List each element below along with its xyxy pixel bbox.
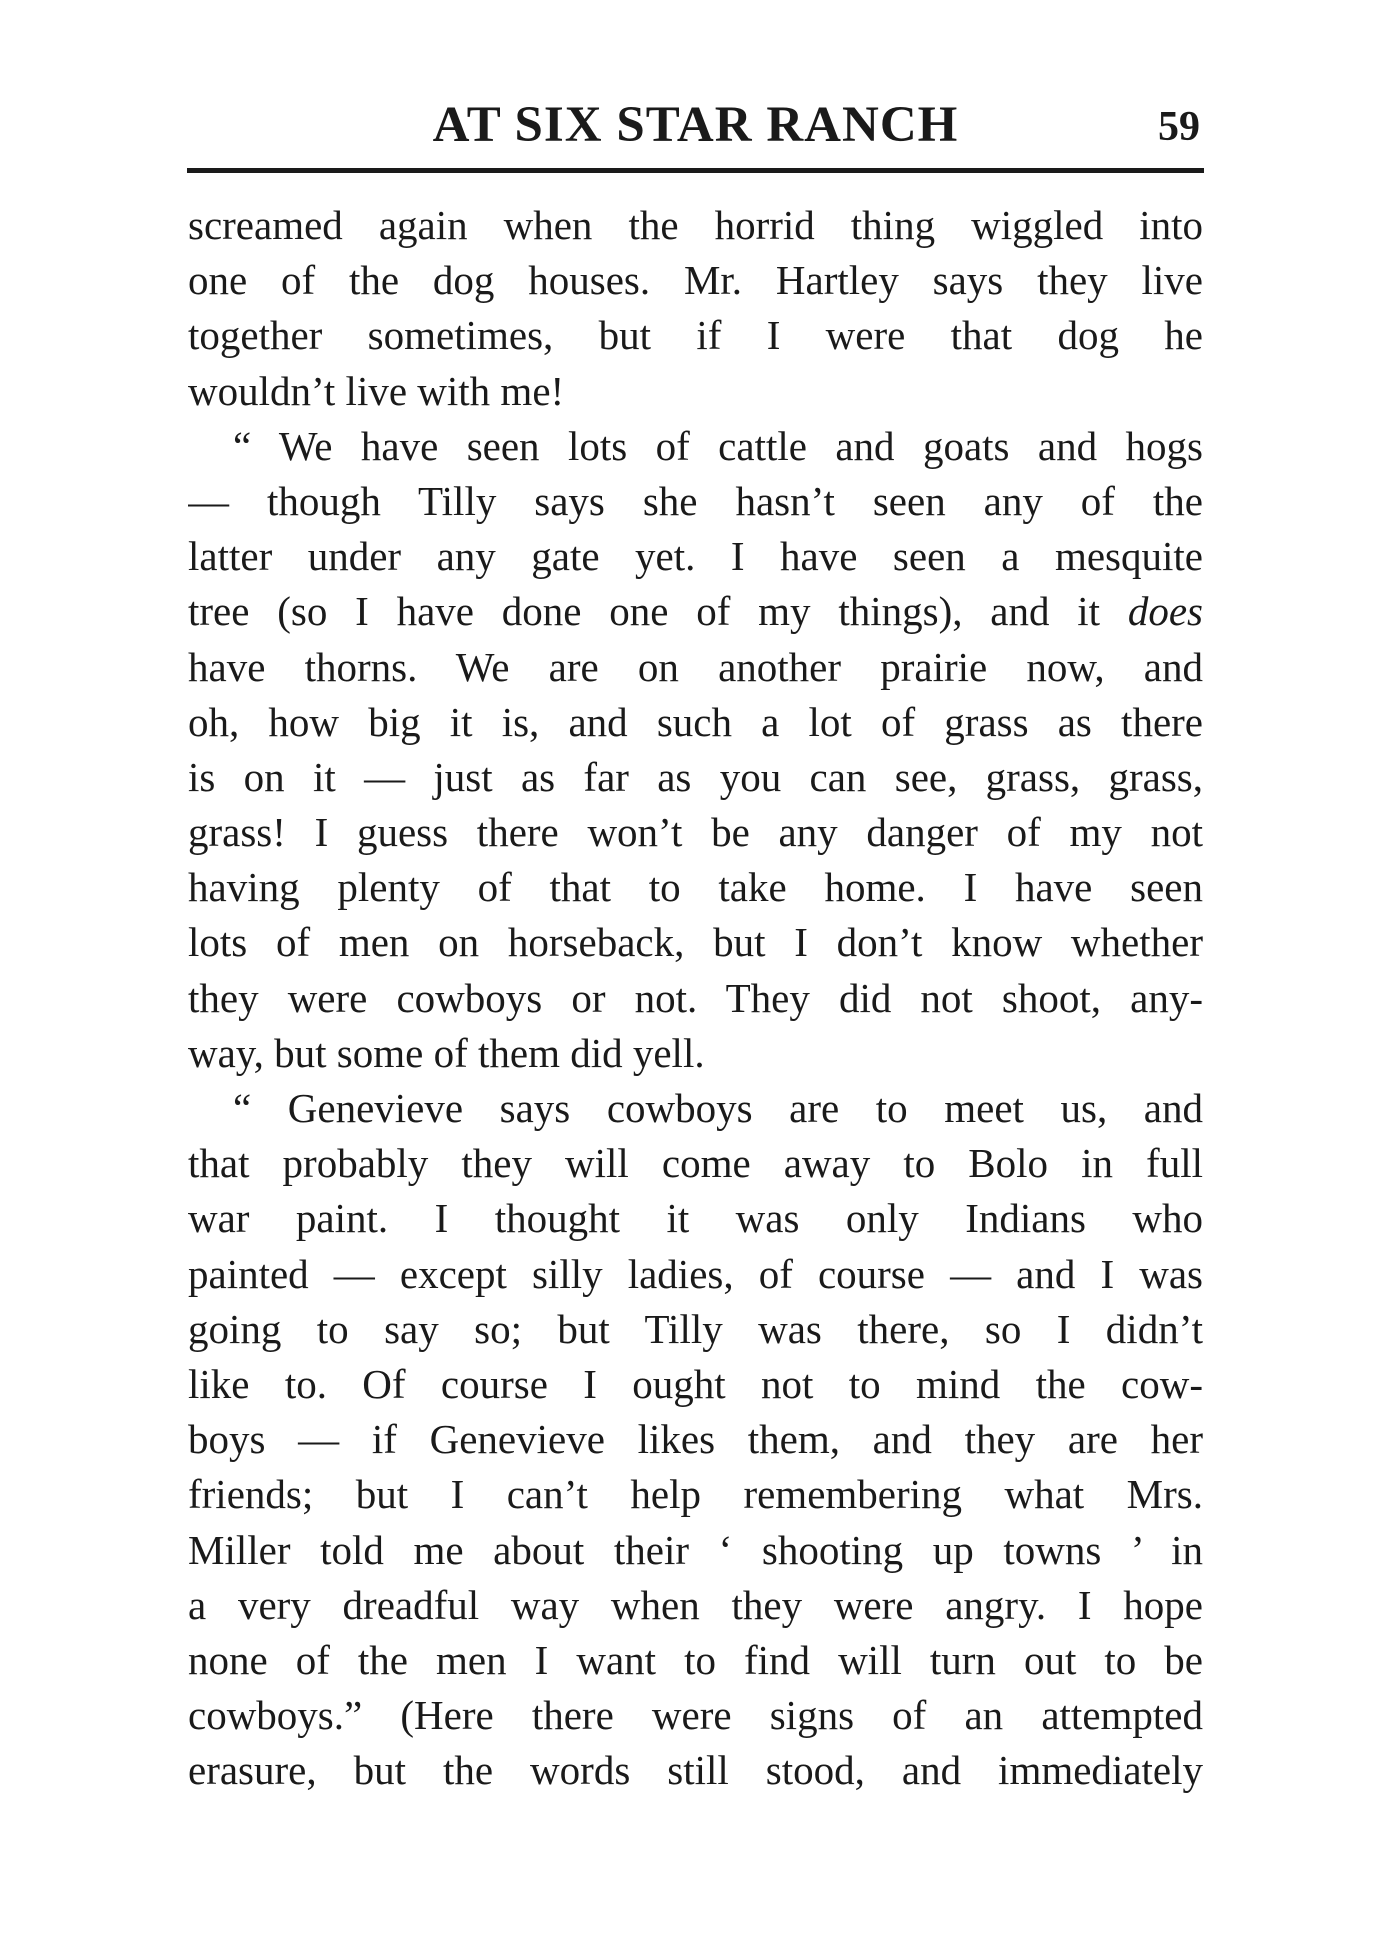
body-text bbox=[188, 198, 1203, 1798]
text-line: having plenty of that to take home. I have seen bbox=[188, 864, 1203, 911]
italic-word: does bbox=[1127, 588, 1203, 635]
text-line: one of the dog houses. Mr. Hartley says they live bbox=[188, 257, 1203, 304]
text-line: they were cowboys or not. They did not shoot, any- bbox=[188, 974, 1203, 1021]
text-line: cowboys.” (Here there were signs of an attempted bbox=[188, 1692, 1203, 1739]
text-line: grass! I guess there won’t be any danger of my not bbox=[188, 809, 1203, 856]
text-line: going to say so; but Tilly was there, so I didn’t bbox=[188, 1305, 1203, 1352]
text-segment: tree (so I have done one of my things), and it bbox=[188, 588, 1101, 635]
text-line: is on it — just as far as you can see, grass, grass, bbox=[188, 753, 1203, 800]
running-title: AT SIX STAR RANCH bbox=[432, 97, 959, 153]
text-line-with-italic bbox=[188, 584, 1203, 639]
text-line: “ We have seen lots of cattle and goats and hogs bbox=[233, 422, 1203, 469]
text-line: “ Genevieve says cowboys are to meet us, and bbox=[233, 1085, 1203, 1131]
text-line: Miller told me about their ‘ shooting up towns ’ in bbox=[188, 1526, 1203, 1573]
text-line: a very dreadful way when they were angry. I hope bbox=[188, 1581, 1203, 1628]
text-line: — though Tilly says she hasn’t seen any of the bbox=[188, 477, 1203, 524]
text-line: together sometimes, but if I were that dog he bbox=[188, 312, 1203, 359]
text-line: none of the men I want to find will turn out to be bbox=[188, 1636, 1203, 1683]
text-line: latter under any gate yet. I have seen a mesquite bbox=[188, 533, 1203, 580]
text-line: boys — if Genevieve likes them, and they are her bbox=[188, 1416, 1203, 1463]
text-line: like to. Of course I ought not to mind the cow- bbox=[188, 1360, 1203, 1407]
text-line: friends; but I can’t help remembering what Mrs. bbox=[188, 1471, 1203, 1518]
text-line: way, but some of them did yell. bbox=[188, 1029, 705, 1076]
page-number: 59 bbox=[1158, 104, 1200, 150]
text-line: war paint. I thought it was only Indians who bbox=[188, 1195, 1203, 1242]
running-head bbox=[187, 90, 1204, 160]
text-line: painted — except silly ladies, of course — and I was bbox=[188, 1250, 1203, 1297]
text-line: that probably they will come away to Bolo in full bbox=[188, 1140, 1203, 1187]
text-line: screamed again when the horrid thing wiggled into bbox=[188, 202, 1203, 248]
text-line: erasure, but the words still stood, and immediately bbox=[188, 1747, 1203, 1794]
text-line: have thorns. We are on another prairie now, and bbox=[188, 643, 1203, 690]
header-rule bbox=[187, 168, 1204, 173]
text-line: oh, how big it is, and such a lot of grass as there bbox=[188, 698, 1203, 745]
text-line: lots of men on horseback, but I don’t know whether bbox=[188, 919, 1203, 966]
text-line: wouldn’t live with me! bbox=[188, 367, 565, 414]
